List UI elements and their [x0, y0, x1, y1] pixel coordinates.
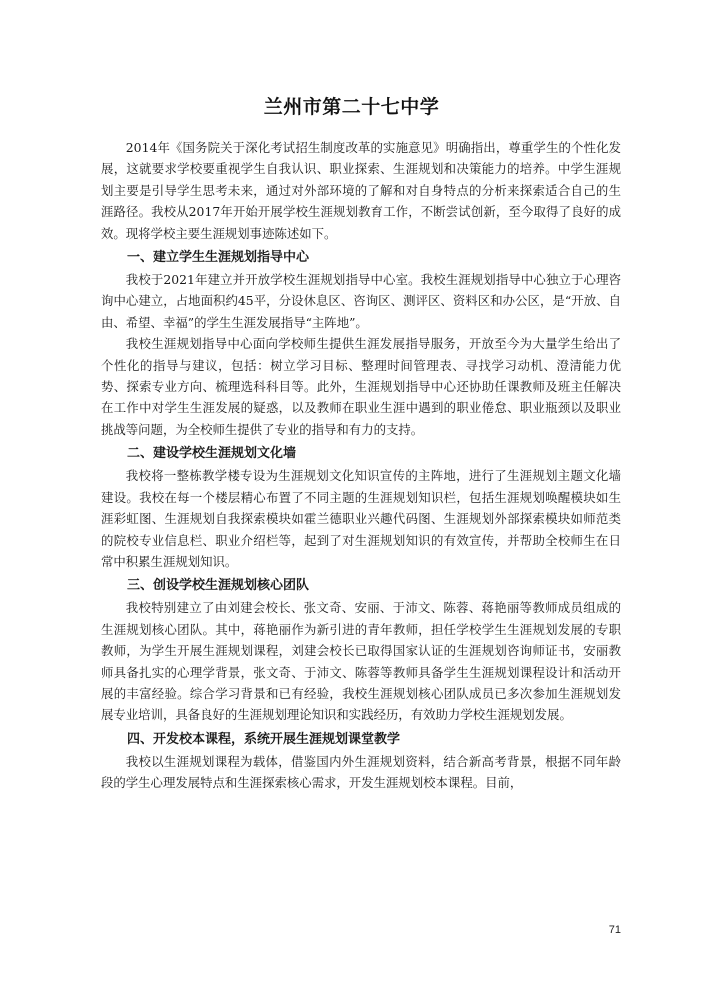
- section-heading: 四、开发校本课程，系统开展生涯规划课堂教学: [127, 731, 401, 747]
- section-paragraph: 我校以生涯规划课程为载体，借鉴国内外生涯规划资料，结合新高考背景，根据不同年龄段的学生心理发展特点和生涯探索核心需求，开发生涯规划校本课程。目前，: [101, 753, 621, 791]
- section-1: [101, 247, 621, 440]
- intro-paragraph: 2014年《国务院关于深化考试招生制度改革的实施意见》明确指出，尊重学生的个性化发展，这就要求学校要重视学生自我认识、职业探索、生涯规划和决策能力的培养。中学生涯规划主要是引导学生思考未来，通过对外部环境的了解和对自身特点的分析来探索适合自己的生涯路径。我校从2017年开始开展学校生涯规划教育工作，不断尝试创新，至今取得了良好的成效。现将学校主要生涯规划事迹陈述如下。: [101, 140, 621, 241]
- section-2: [101, 443, 621, 572]
- section-heading: 一、建立学生生涯规划指导中心: [127, 250, 310, 266]
- section-paragraph: 我校于2021年建立并开放学校生涯规划指导中心室。我校生涯规划指导中心独立于心理咨询中心建立，占地面积约45平，分设休息区、咨询区、测评区、资料区和办公区，是“开放、自由、希望、幸福”的学生生涯发展指导“主阵地”。: [101, 272, 621, 330]
- page-title: 兰州市第二十七中学: [263, 96, 440, 118]
- section-paragraph: 我校特别建立了由刘建会校长、张文奇、安丽、于沛文、陈蓉、蒋艳丽等教师成员组成的生涯规划核心团队。其中，蒋艳丽作为新引进的青年教师，担任学校学生生涯规划发展的专职教师，为学生开展生涯规划课程，刘建会校长已取得国家认证的生涯规划咨询师证书，安丽教师具备扎实的心理学背景，张文奇、于沛文、陈蓉等教师具备学生生涯规划课程设计和活动开展的丰富经验。综合学习背景和已有经验，我校生涯规划核心团队成员已多次参加生涯规划发展专业培训，具备良好的生涯规划理论知识和实践经历，有效助力学校生涯规划发展。: [101, 600, 621, 723]
- section-4: [101, 729, 621, 794]
- section-heading: 二、建设学校生涯规划文化墙: [127, 446, 297, 462]
- body-content: [101, 137, 621, 794]
- page-number: 71: [608, 924, 621, 936]
- section-paragraph: 我校将一整栋教学楼专设为生涯规划文化知识宣传的主阵地，进行了生涯规划主题文化墙建设。我校在每一个楼层精心布置了不同主题的生涯规划知识栏，包括生涯规划唤醒模块如生涯彩虹图、生涯规划自我探索模块如霍兰德职业兴趣代码图、生涯规划外部探索模块如师范类的院校专业信息栏、职业介绍栏等，起到了对生涯规划知识的有效宣传，并帮助全校师生在日常中积累生涯规划知识。: [101, 468, 621, 569]
- section-3: [101, 575, 621, 725]
- section-paragraph: 我校生涯规划指导中心面向学校师生提供生涯发展指导服务，开放至今为大量学生给出了个性化的指导与建议，包括：树立学习目标、整理时间管理表、寻找学习动机、澄清能力优势、探索专业方向、梳理选科科目等。此外，生涯规划指导中心还协助任课教师及班主任解决在工作中对学生生涯发展的疑惑，以及教师在职业生涯中遇到的职业倦怠、职业瓶颈以及职业挑战等问题，为全校师生提供了专业的指导和有力的支持。: [101, 336, 621, 437]
- section-heading: 三、创设学校生涯规划核心团队: [127, 578, 310, 594]
